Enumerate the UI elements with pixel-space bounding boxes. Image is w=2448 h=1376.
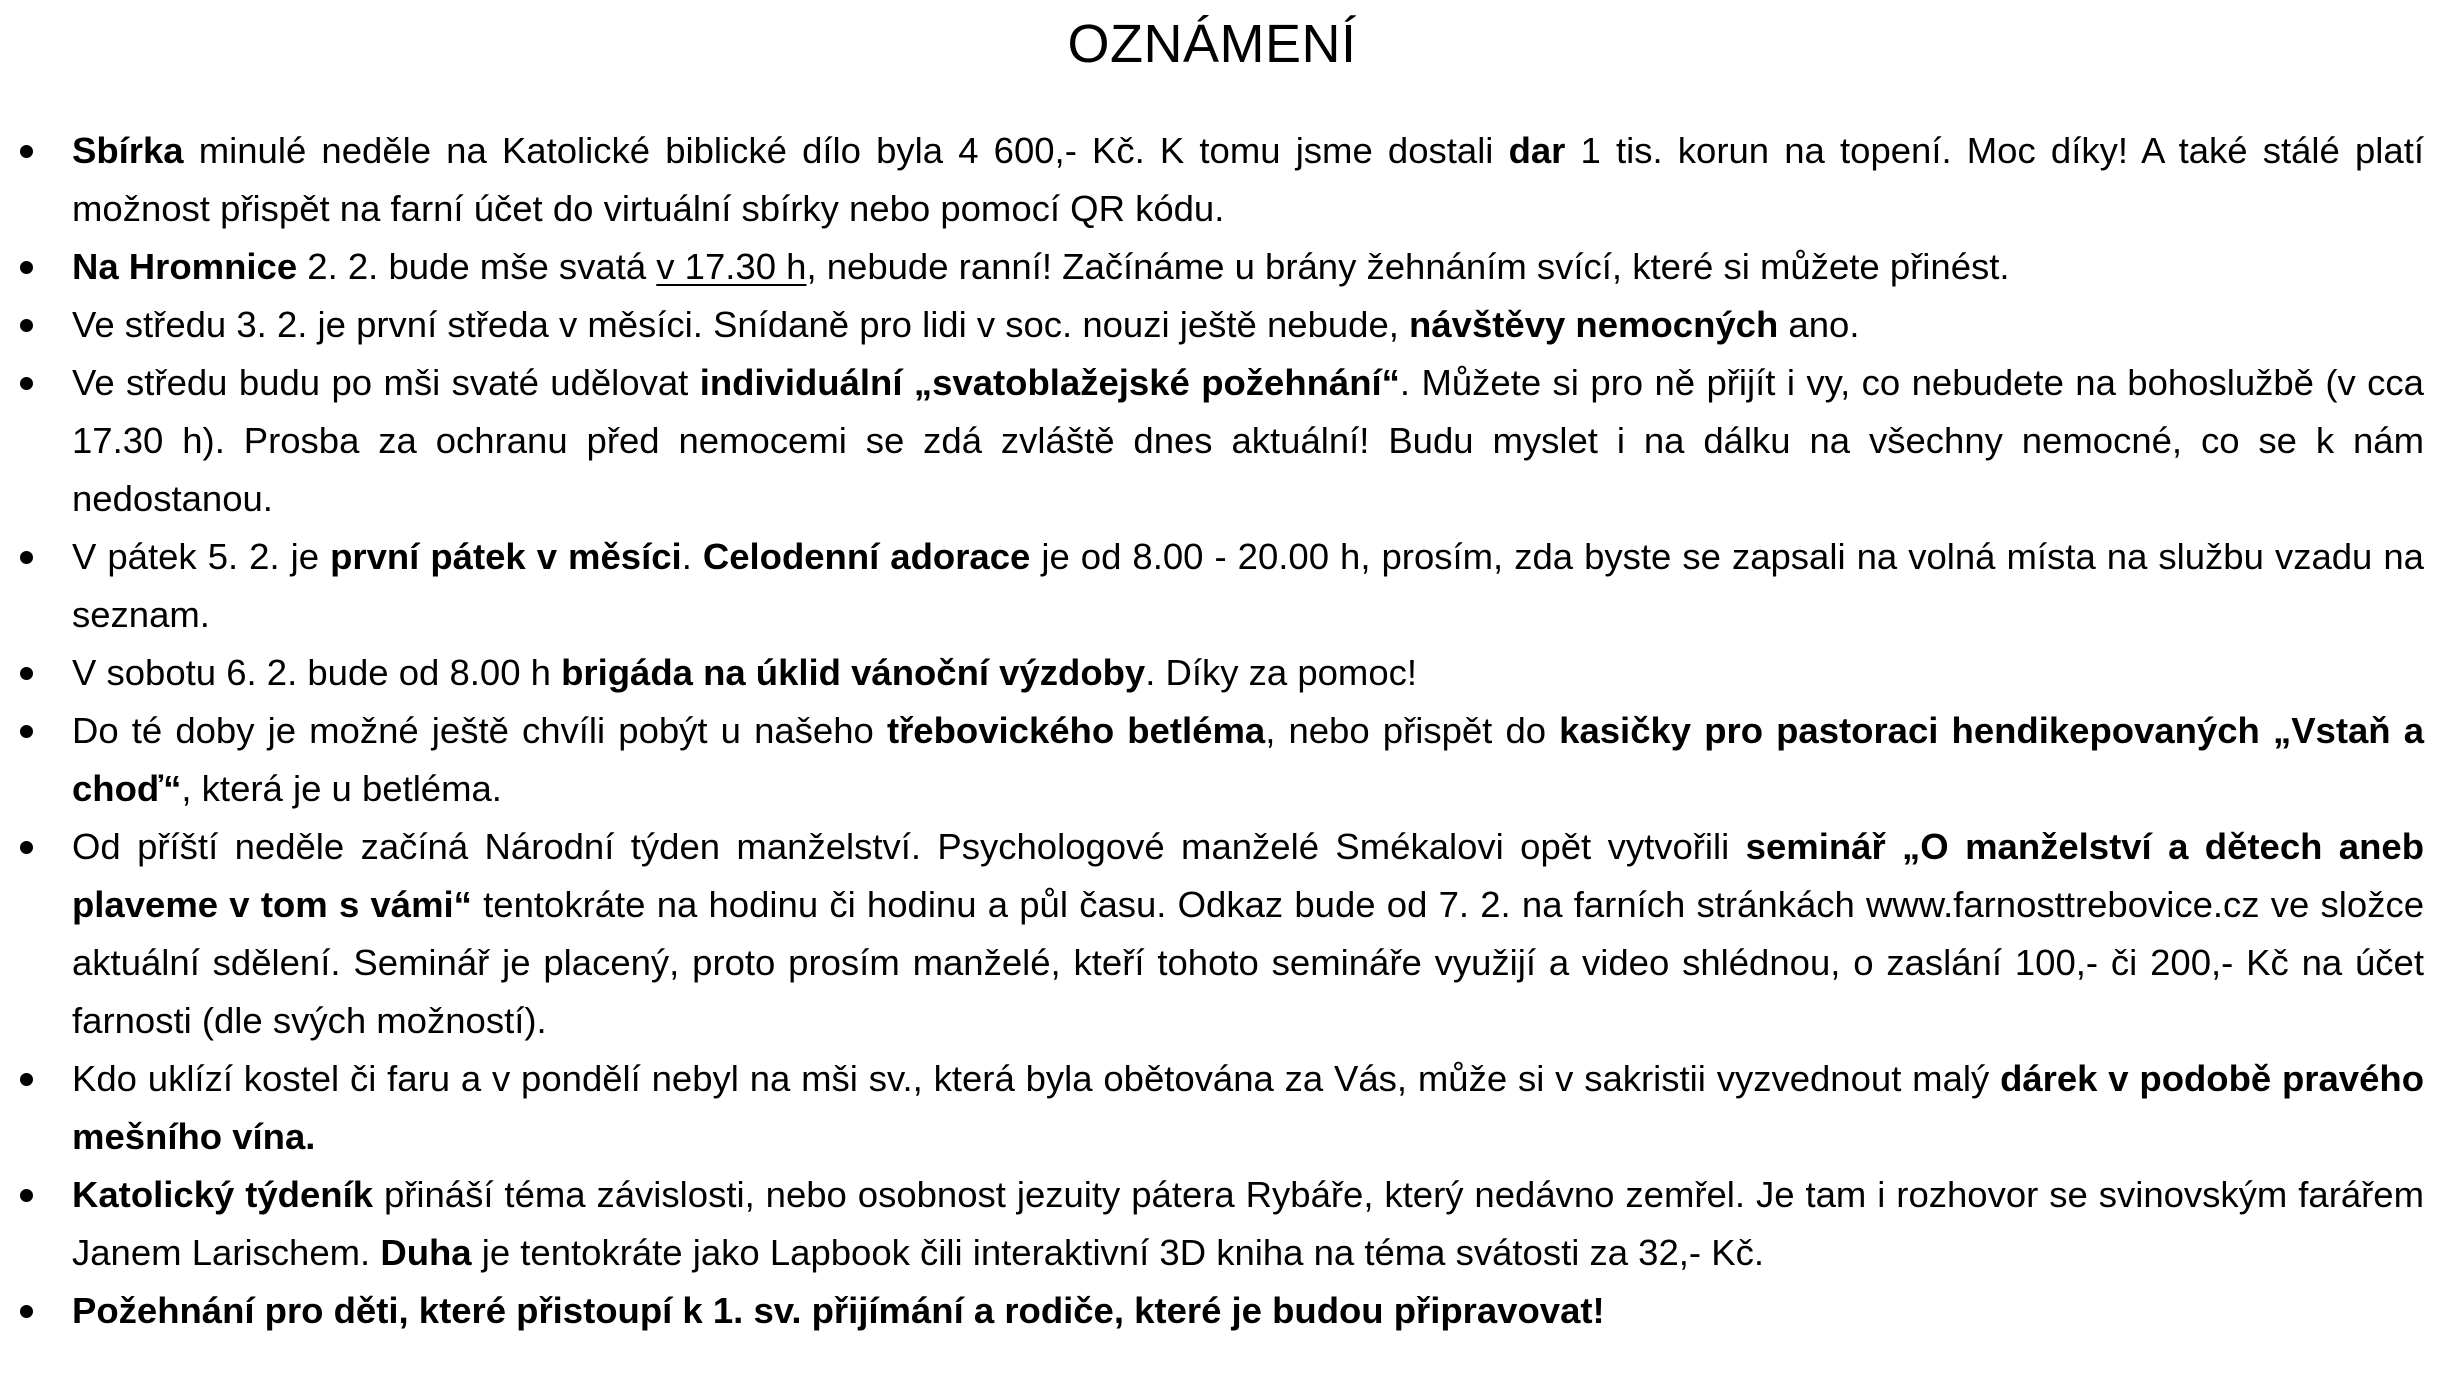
text-segment: Do té doby je možné ještě chvíli pobýt u našeho — [72, 710, 887, 751]
text-segment: . — [681, 536, 703, 577]
bold-text: brigáda na úklid vánoční výzdoby — [561, 652, 1146, 693]
list-item — [0, 238, 2424, 296]
text-segment: . Můžete si pro ně přijít i vy, co nebudete na bohoslužbě (v cca 17.30 h). Prosba za ochranu před nemocemi se zdá zvláště dnes aktuální! Budu myslet i na dálku na všechny nemocné, co se k nám nedostanou. — [72, 362, 2424, 519]
text-segment: minulé neděle na Katolické biblické dílo byla 4 600,- Kč. K tomu jsme dostali — [183, 130, 1509, 171]
text-segment: Od příští neděle začíná Národní týden manželství. Psychologové manželé Smékalovi opět vytvořili — [72, 826, 1746, 867]
bold-text: individuální „svatoblažejské požehnání“ — [699, 362, 1400, 403]
text-segment: tentokráte na hodinu či hodinu a půl času. Odkaz bude od 7. 2. na farních stránkách www.farnosttrebovice.cz ve složce aktuální sdělení. Seminář je placený, proto prosím manželé, kteří tohoto semináře využijí a video shlédnou, o zaslání 100,- či 200,- Kč na účet farnosti (dle svých možností). — [72, 884, 2424, 1041]
text-segment: je od 8.00 - 20.00 h, prosím, zda byste se zapsali na volná místa na službu vzadu na seznam. — [72, 536, 2424, 635]
text-segment: přináší téma závislosti, nebo osobnost jezuity pátera Rybáře, který nedávno zemřel. Je tam i rozhovor se svinovským farářem Janem Larischem. — [72, 1174, 2425, 1273]
bold-text: dárek v podobě pravého mešního vína. — [72, 1058, 2424, 1157]
text-segment: 1 tis. korun na topení. Moc díky! A také stálé platí možnost přispět na farní účet do virtuální sbírky nebo pomocí QR kódu. — [72, 130, 2424, 229]
bold-text: dar — [1508, 130, 1566, 171]
list-item — [0, 122, 2424, 238]
list-item — [0, 528, 2424, 644]
text-segment: V pátek 5. 2. je — [72, 536, 331, 577]
text-segment: je tentokráte jako Lapbook čili interaktivní 3D kniha na téma svátosti za 32,- Kč. — [471, 1232, 1764, 1273]
bold-text: návštěvy nemocných — [1409, 304, 1779, 345]
text-segment: , nebude ranní! Začínáme u brány žehnáním svící, které si můžete přinést. — [806, 246, 2010, 287]
bold-text: první pátek v měsíci — [330, 536, 682, 577]
list-item — [0, 818, 2424, 1050]
bold-text: třebovického betléma — [886, 710, 1266, 751]
list-item — [0, 354, 2424, 528]
text-segment: , která je u betléma. — [181, 768, 502, 809]
list-item — [0, 702, 2424, 818]
bold-text: Celodenní adorace — [702, 536, 1031, 577]
bold-text: Požehnání pro děti, které přistoupí k 1. sv. přijímání a rodiče, které je budou připravovat! — [72, 1290, 1605, 1331]
list-item — [0, 1050, 2424, 1166]
list-item — [0, 1282, 2424, 1340]
text-segment: Ve středu 3. 2. je první středa v měsíci. Snídaně pro lidi v soc. nouzi ještě nebude, — [72, 304, 1410, 345]
text-segment: Ve středu budu po mši svaté udělovat — [72, 362, 700, 403]
text-segment: , nebo přispět do — [1265, 710, 1560, 751]
text-segment: . Díky za pomoc! — [1145, 652, 1418, 693]
bold-text: Katolický týdeník — [72, 1174, 374, 1215]
bold-text: Sbírka — [72, 130, 184, 171]
bold-text: kasičky pro pastoraci hendikepovaných „Vstaň a choď“ — [72, 710, 2425, 809]
text-segment: ano. — [1778, 304, 1860, 345]
underlined-text: v 17.30 h — [656, 246, 807, 287]
bold-text: Duha — [380, 1232, 472, 1273]
list-item — [0, 296, 2424, 354]
text-segment: Kdo uklízí kostel či faru a v pondělí nebyl na mši sv., která byla obětována za Vás, může si v sakristii vyzvednout malý — [72, 1058, 2001, 1099]
bold-text: Na Hromnice — [72, 246, 298, 287]
text-segment: V sobotu 6. 2. bude od 8.00 h — [72, 652, 562, 693]
bold-text: seminář „O manželství a dětech aneb plaveme v tom s vámi“ — [72, 826, 2425, 925]
list-item — [0, 1166, 2424, 1282]
page-title: OZNÁMENÍ — [1067, 14, 1357, 74]
text-segment: 2. 2. bude mše svatá — [297, 246, 657, 287]
announcement-list — [0, 122, 2424, 1340]
list-item — [0, 644, 2424, 702]
